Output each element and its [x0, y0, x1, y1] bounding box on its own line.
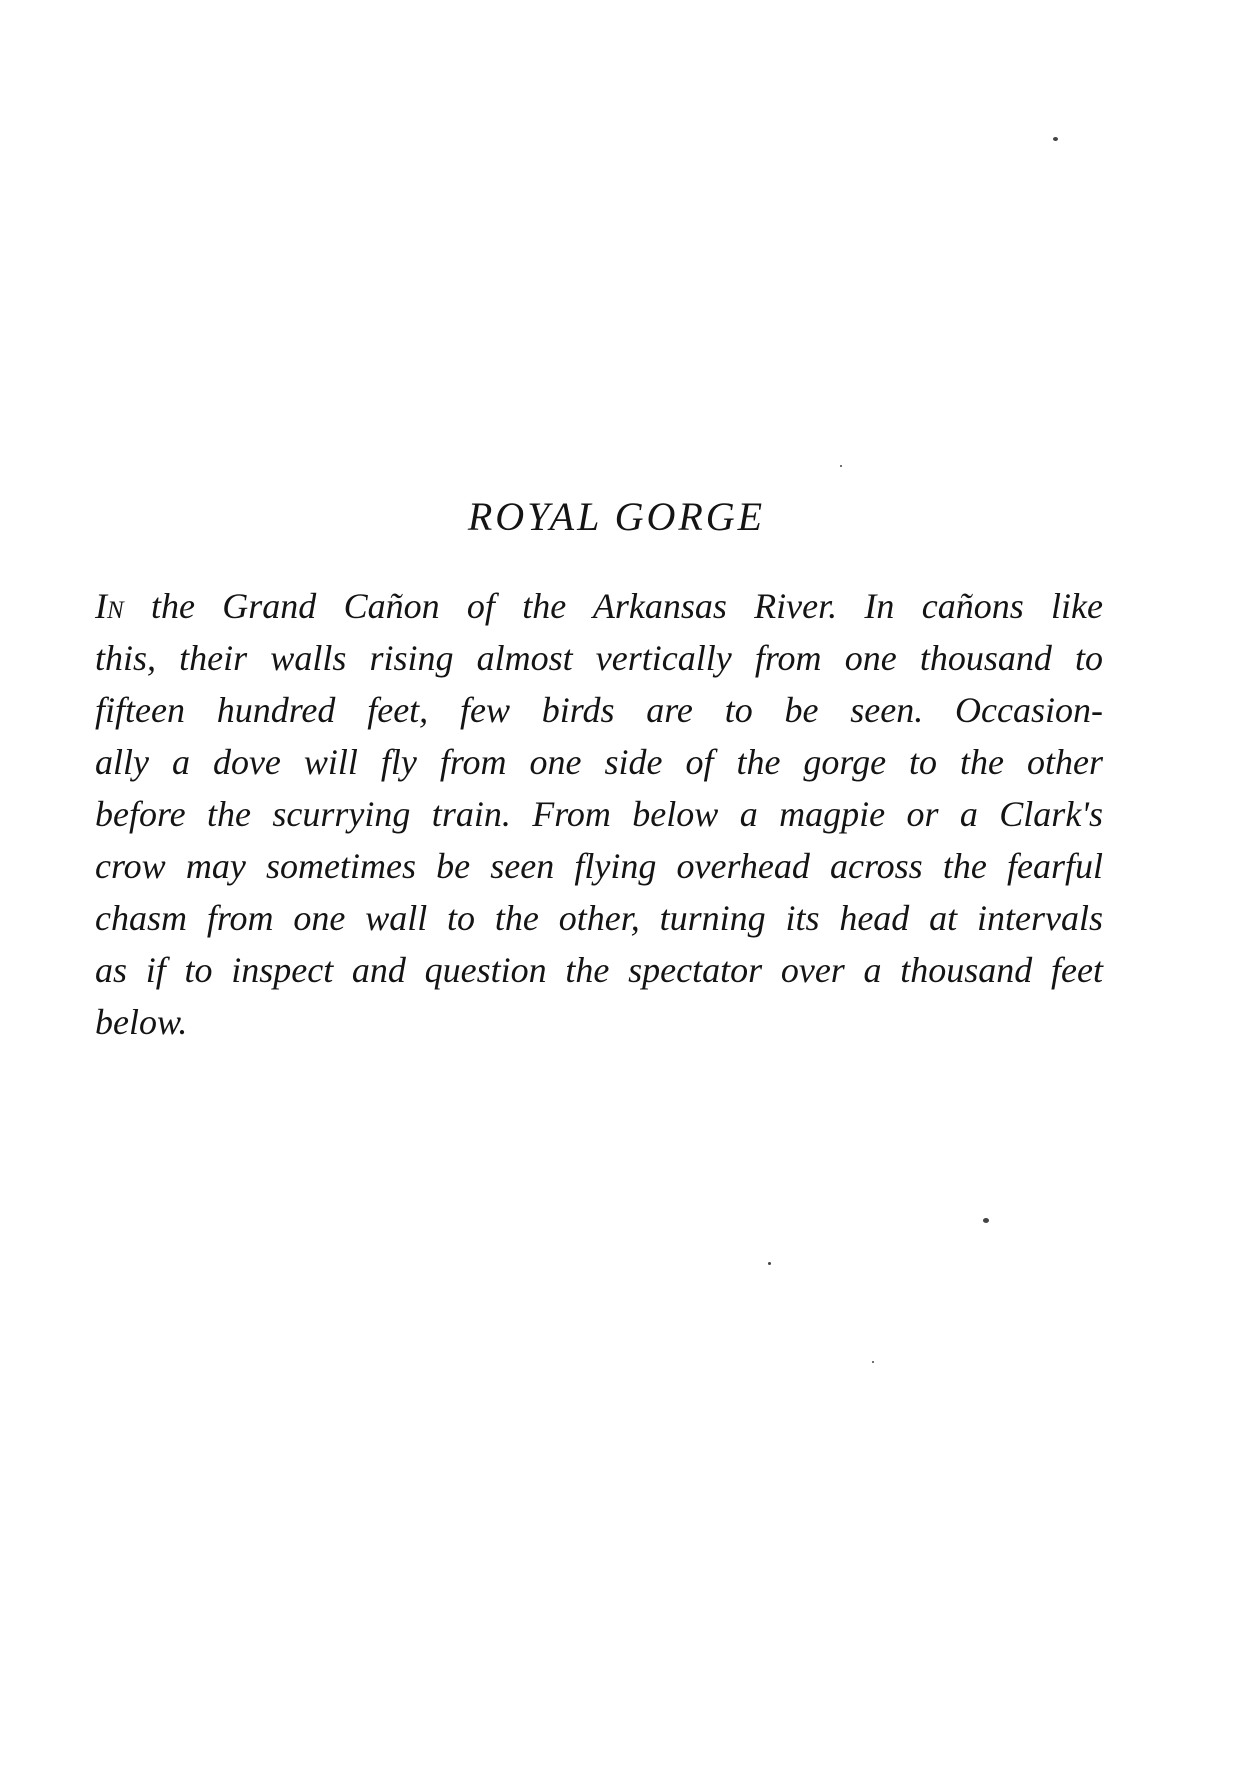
- scan-speck: [768, 1262, 771, 1265]
- text-line: fifteen hundred feet, few birds are to be seen. Occasion-: [95, 690, 1103, 730]
- scan-speck: [1053, 137, 1058, 141]
- text-line: this, their walls rising almost vertically from one thousand to: [95, 638, 1103, 678]
- text-line: chasm from one wall to the other, turning its head at intervals: [95, 898, 1103, 938]
- text-line: as if to inspect and question the spectator over a thousand feet: [95, 950, 1103, 990]
- drop-lead-word: In: [95, 586, 124, 626]
- text-line: crow may sometimes be seen flying overhead across the fearful: [95, 846, 1103, 886]
- text-line: below.: [95, 1002, 188, 1042]
- page-title: ROYAL GORGE: [467, 494, 766, 539]
- scan-speck: [872, 1361, 874, 1363]
- scan-speck: [840, 465, 842, 467]
- text-line: before the scurrying train. From below a magpie or a Clark's: [95, 794, 1103, 834]
- text-line: ally a dove will fly from one side of the gorge to the other: [95, 742, 1103, 782]
- text-line-content: the Grand Cañon of the Arkansas River. In cañons like: [123, 586, 1103, 626]
- text-line: [95, 580, 1103, 632]
- body-paragraph: [95, 580, 1103, 1048]
- scan-speck: [983, 1218, 989, 1223]
